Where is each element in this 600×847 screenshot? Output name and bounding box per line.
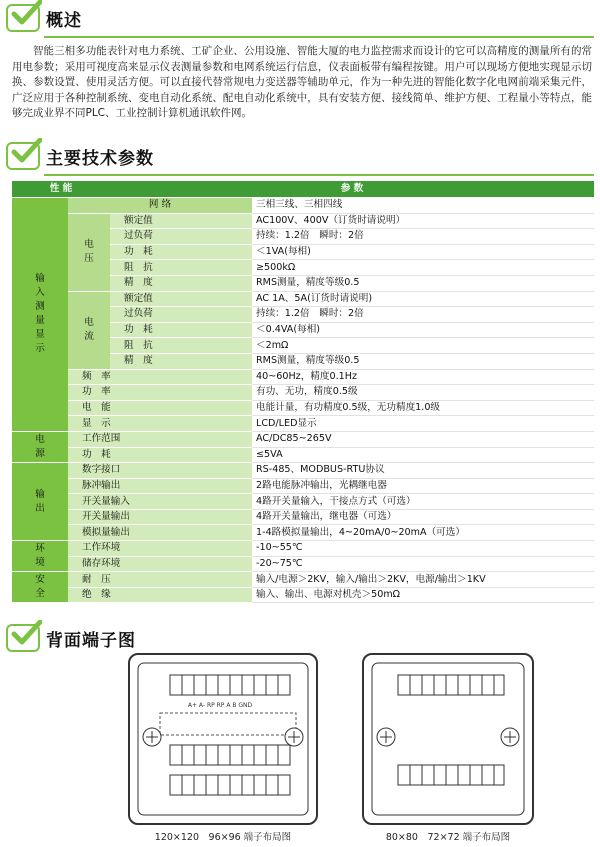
check-icon — [6, 624, 40, 652]
row-value: 2路电能脉冲输出，光耦继电器 — [252, 478, 594, 494]
table-row — [12, 494, 594, 510]
row-value: RS-485、MODBUS-RTU协议 — [252, 463, 594, 479]
header-property: 性 能 — [12, 181, 110, 198]
table-row — [12, 291, 594, 307]
table-row — [12, 509, 594, 525]
row-value: AC100V、400V（订货时请说明） — [252, 213, 594, 229]
row-value: ＜2mΩ — [252, 338, 594, 354]
row-value: -20~75℃ — [252, 556, 594, 572]
table-row — [12, 572, 594, 588]
row-label: 模拟量输出 — [68, 525, 252, 541]
table-row — [12, 541, 594, 557]
table-row — [12, 198, 594, 214]
intro-paragraph: 智能三相多功能表针对电力系统、工矿企业、公用设施、智能大厦的电力监控需求而设计的它可以高精度的测量所有的常用电参数；采用可视度高来显示仪表测量参数和电网系统运行信息，仪表面板带有编程按键。用户可以现场方便地实现显示切换、参数设置、使用灵活方便。可以直接代替常规电力变送器等辅助单元，作为一种先进的智能化数字化电网前端采集元件，广泛应用于各种控制系统、变电自动化系统、配电自动化系统中，具有安装方便、接线简单、维护方便、工程量小等特点，能够完成业界不同PLC、工业控制计算机通讯软件网。 — [12, 45, 592, 119]
row-label: 数字接口 — [68, 463, 252, 479]
row-label: 开关量输出 — [68, 509, 252, 525]
row-value: 有功、无功，精度0.5级 — [252, 385, 594, 401]
terminals-title: 背面端子图 — [46, 630, 136, 651]
check-icon — [6, 142, 40, 170]
row-label: 频 率 — [68, 369, 252, 385]
table-row — [12, 213, 594, 229]
row-value: AC 1A、5A(订货时请说明) — [252, 291, 594, 307]
row-label: 阻 抗 — [110, 338, 252, 354]
row-value: 4路开关量输入，干接点方式（可选） — [252, 494, 594, 510]
row-value: 持续：1.2倍 瞬时：2倍 — [252, 229, 594, 245]
row-value: 电能计量，有功精度0.5级，无功精度1.0级 — [252, 400, 594, 416]
row-label: 绝 缘 — [68, 587, 252, 603]
overview-divider — [44, 36, 594, 38]
group-power: 电 源 — [12, 431, 68, 462]
group-output: 输 出 — [12, 463, 68, 541]
row-label: 工作范围 — [68, 431, 252, 447]
specs-title: 主要技术参数 — [46, 148, 154, 169]
caption-left: 120×120 96×96 端子布局图 — [154, 832, 292, 843]
row-label: 额定值 — [110, 213, 252, 229]
row-label: 精 度 — [110, 275, 252, 291]
row-label: 功 率 — [68, 385, 252, 401]
row-value: 1-4路模拟量输出，4~20mA/0~20mA（可选） — [252, 525, 594, 541]
check-icon — [6, 4, 40, 32]
header-params: 参 数 — [110, 181, 594, 198]
terminal-labels-top: A+ A- RP RP A B GND — [187, 702, 253, 709]
table-row — [12, 478, 594, 494]
table-row — [12, 463, 594, 479]
terminals-header — [6, 622, 136, 654]
row-value: 输入/电源＞2KV，输入/输出＞2KV，电源/输出＞1KV — [252, 572, 594, 588]
specs-header — [6, 140, 154, 172]
group-input: 输 入 测 量 显 示 — [12, 198, 68, 432]
row-label: 耐 压 — [68, 572, 252, 588]
overview-header — [6, 2, 82, 34]
table-row — [12, 525, 594, 541]
row-label: 阻 抗 — [110, 260, 252, 276]
row-label: 开关量输入 — [68, 494, 252, 510]
device-back-80 — [362, 653, 534, 825]
table-row — [12, 400, 594, 416]
row-label: 额定值 — [110, 291, 252, 307]
row-value: ＜1VA(每相) — [252, 244, 594, 260]
row-value: 4路开关量输出，继电器（可选） — [252, 509, 594, 525]
row-value: ≤5VA — [252, 447, 594, 463]
row-value: ≥500kΩ — [252, 260, 594, 276]
spec-table — [12, 181, 594, 603]
row-label: 网 络 — [68, 198, 252, 214]
row-label: 显 示 — [68, 416, 252, 432]
table-row — [12, 556, 594, 572]
table-row — [12, 385, 594, 401]
row-label: 储存环境 — [68, 556, 252, 572]
row-value: RMS测量，精度等级0.5 — [252, 353, 594, 369]
row-value: 三相三线、三相四线 — [252, 198, 594, 214]
row-value: RMS测量，精度等级0.5 — [252, 275, 594, 291]
row-value: LCD/LED显示 — [252, 416, 594, 432]
row-label: 过负荷 — [110, 307, 252, 323]
row-value: AC/DC85~265V — [252, 431, 594, 447]
caption-right: 80×80 72×72 端子布局图 — [385, 832, 511, 843]
row-label: 功 耗 — [110, 244, 252, 260]
row-label: 电 能 — [68, 400, 252, 416]
group-environment: 环 境 — [12, 541, 68, 572]
row-label: 工作环境 — [68, 541, 252, 557]
specs-divider — [44, 174, 594, 176]
row-label: 过负荷 — [110, 229, 252, 245]
table-row — [12, 587, 594, 603]
row-value: 输入、输出、电源对机壳＞50mΩ — [252, 587, 594, 603]
row-label: 功 耗 — [110, 322, 252, 338]
row-value: ＜0.4VA(每相) — [252, 322, 594, 338]
row-label: 精 度 — [110, 353, 252, 369]
overview-title: 概述 — [46, 10, 82, 31]
row-label: 功 耗 — [68, 447, 252, 463]
row-label: 脉冲输出 — [68, 478, 252, 494]
row-value: 持续：1.2倍 瞬时：2倍 — [252, 307, 594, 323]
terminal-diagram-120 — [130, 655, 316, 823]
row-value: 40~60Hz，精度0.1Hz — [252, 369, 594, 385]
table-row — [12, 447, 594, 463]
table-row — [12, 369, 594, 385]
group-safety: 安 全 — [12, 572, 68, 603]
group-current: 电 流 — [68, 291, 110, 369]
terminal-diagram-80 — [364, 655, 532, 823]
table-row — [12, 431, 594, 447]
device-back-120 — [128, 653, 318, 825]
group-voltage: 电 压 — [68, 213, 110, 291]
table-row — [12, 416, 594, 432]
table-header-row — [12, 181, 594, 198]
row-value: -10~55℃ — [252, 541, 594, 557]
